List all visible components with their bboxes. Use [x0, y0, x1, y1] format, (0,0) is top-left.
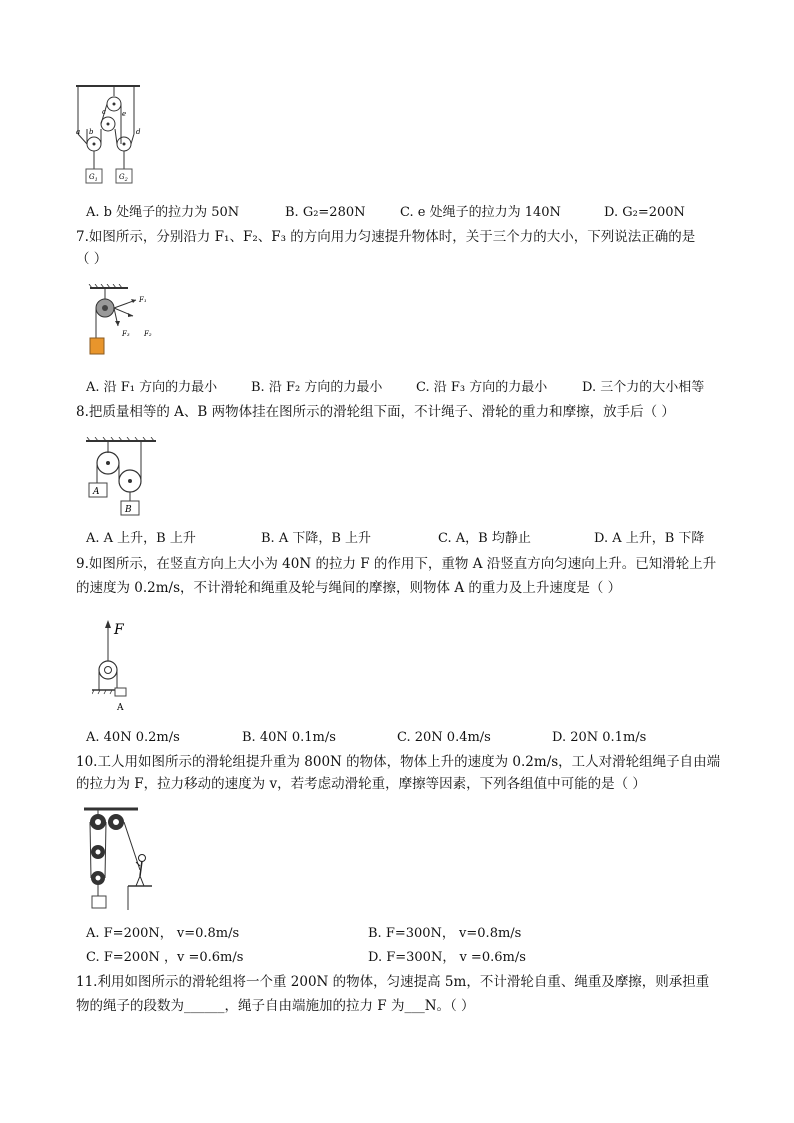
q9-option-b[interactable]: B. 40N 0.1m/s [242, 730, 336, 745]
q9-option-c[interactable]: C. 20N 0.4m/s [397, 730, 491, 745]
label-g2: $G_2$ [119, 173, 128, 183]
label-a: A [117, 703, 124, 713]
q7-stem-bracket: （ ） [76, 251, 108, 267]
q7-option-c[interactable]: C. 沿 F₃ 方向的力最小 [416, 380, 548, 395]
q10-pulley-figure [84, 806, 154, 910]
q8-option-d[interactable]: D. A 上升，B 下降 [594, 531, 705, 546]
q7-option-a[interactable]: A. 沿 F₁ 方向的力最小 [86, 380, 218, 395]
label-e: e [122, 110, 127, 118]
q10-stem: 10.工人用如图所示的滑轮组提升重为 800N 的物体，物体上升的速度为 0.2m/s，工人对滑轮组绳子自由端 [76, 754, 721, 770]
q6-option-a[interactable]: A. b 处绳子的拉力为 50N [86, 205, 240, 220]
q10-option-d[interactable]: D. F=300N， v =0.6m/s [368, 950, 526, 965]
label-f: F [114, 622, 124, 638]
label-f3: F₃ [122, 330, 130, 338]
label-a: a [76, 128, 81, 136]
q9-option-a[interactable]: A. 40N 0.2m/s [86, 730, 180, 745]
label-f1: F₁ [139, 296, 147, 304]
q6-option-d[interactable]: D. G₂=200N [604, 205, 685, 220]
q10-stem-cont: 的拉力为 F，拉力移动的速度为 v，若考虑动滑轮重，摩擦等因素，下列各组值中可能的是（ ） [76, 776, 646, 792]
q8-stem: 8.把质量相等的 A、B 两物体挂在图所示的滑轮组下面，不计绳子、滑轮的重力和摩擦，放手后（ ） [76, 404, 675, 420]
q9-option-d[interactable]: D. 20N 0.1m/s [552, 730, 647, 745]
q9-stem: 9.如图所示，在竖直方向上大小为 40N 的拉力 F 的作用下，重物 A 沿竖直方向匀速向上升。已知滑轮上升 [76, 556, 717, 572]
q6-pulley-figure [74, 84, 144, 188]
q10-option-c[interactable]: C. F=200N ，v =0.6m/s [86, 950, 244, 965]
label-d: d [136, 128, 141, 136]
label-f2: F₂ [144, 330, 152, 338]
q9-stem-cont: 的速度为 0.2m/s，不计滑轮和绳重及轮与绳间的摩擦，则物体 A 的重力及上升速度是（ ） [76, 580, 622, 596]
q8-option-a[interactable]: A. A 上升，B 上升 [86, 531, 196, 546]
q7-pulley-figure [88, 284, 168, 356]
label-a: A [93, 487, 100, 497]
q7-option-b[interactable]: B. 沿 F₂ 方向的力最小 [251, 380, 383, 395]
q11-stem-cont: 物的绳子的段数为______，绳子自由端施加的拉力 F 为___N。（ ） [76, 998, 475, 1014]
q7-stem: 7.如图所示，分别沿力 F₁、F₂、F₃ 的方向用力匀速提升物体时，关于三个力的大小，下列说法正确的是 [76, 229, 696, 245]
q7-option-d[interactable]: D. 三个力的大小相等 [582, 380, 705, 395]
q8-pulley-figure [86, 437, 158, 521]
label-b: b [89, 128, 94, 136]
q6-option-b[interactable]: B. G₂=280N [285, 205, 366, 220]
q11-stem: 11.利用如图所示的滑轮组将一个重 200N 的物体，匀速提高 5m，不计滑轮自重、绳重及摩擦，则承担重 [76, 974, 710, 990]
q8-option-c[interactable]: C. A，B 均静止 [438, 531, 531, 546]
q8-option-b[interactable]: B. A 下降，B 上升 [261, 531, 372, 546]
label-b: B [125, 505, 132, 515]
q10-option-b[interactable]: B. F=300N， v=0.8m/s [368, 926, 522, 941]
label-g1: $G_1$ [89, 173, 98, 183]
label-c: c [102, 108, 106, 116]
q9-pulley-figure [92, 618, 144, 716]
q6-option-c[interactable]: C. e 处绳子的拉力为 140N [400, 205, 561, 220]
q10-option-a[interactable]: A. F=200N， v=0.8m/s [86, 926, 240, 941]
